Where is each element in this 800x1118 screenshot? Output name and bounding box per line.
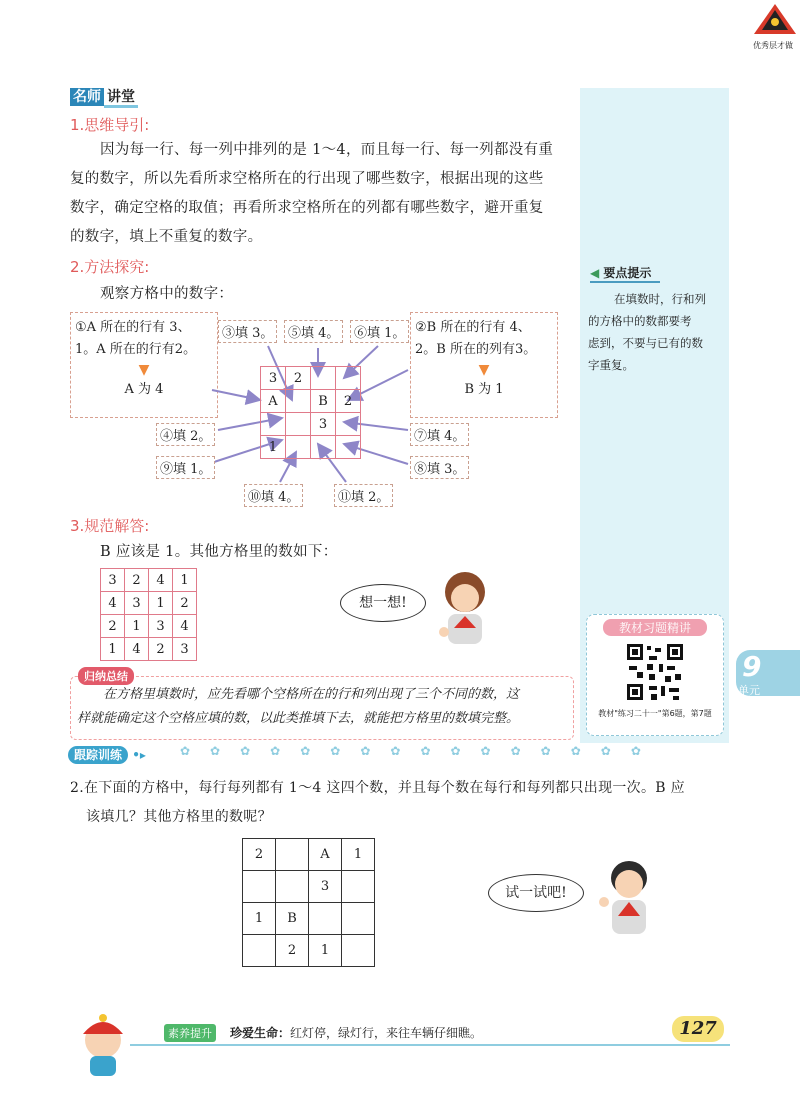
section2-title: 2.方法探究: xyxy=(70,258,150,276)
hint-box-a xyxy=(70,312,218,418)
tip-line: 字重复。 xyxy=(588,358,634,372)
box-line: 2。B 所在的列有3。 xyxy=(415,342,537,357)
practice-question xyxy=(70,774,740,832)
step-label: ⑨填 1。 xyxy=(156,456,215,479)
section3-title: 3.规范解答: xyxy=(70,517,150,535)
tip-line: 在填数时，行和列 xyxy=(614,292,706,306)
grid-cell: 1 xyxy=(342,839,375,871)
grid-cell: B xyxy=(311,390,336,413)
answer-grid xyxy=(100,568,197,661)
grid-cell xyxy=(286,436,311,459)
think-bubble: 想一想! xyxy=(340,584,426,622)
grid-cell: 1 xyxy=(101,638,125,661)
qr-code-icon[interactable] xyxy=(625,642,685,702)
grid-cell: 1 xyxy=(125,615,149,638)
grid-row xyxy=(261,390,361,413)
header-part1: 名师 xyxy=(70,88,104,106)
question-line: 该填几？其他方格里的数呢？ xyxy=(86,809,272,825)
section1-text xyxy=(70,136,570,252)
boy-illustration xyxy=(594,858,664,942)
grid-cell: A xyxy=(261,390,286,413)
girl-illustration xyxy=(430,570,500,650)
summary-title: 归纳总结 xyxy=(78,667,134,685)
grid-cell: 1 xyxy=(149,592,173,615)
grid-cell: 4 xyxy=(149,569,173,592)
step-label: ⑪填 2。 xyxy=(334,484,393,507)
grid-cell: 3 xyxy=(309,871,342,903)
grid-row xyxy=(101,569,197,592)
footer-badge: 素养提升 xyxy=(164,1024,216,1042)
mountain-logo-icon xyxy=(752,2,798,36)
step-label: ③填 3。 xyxy=(218,320,277,343)
grid-cell xyxy=(342,871,375,903)
tip-text xyxy=(588,288,728,376)
grid-cell: 2 xyxy=(101,615,125,638)
text-line: 数字，确定空格的取值；再看所求空格所在的列都有哪些数字，避开重复 xyxy=(70,200,544,216)
grid-cell: 2 xyxy=(149,638,173,661)
publisher-logo xyxy=(752,2,798,48)
grid-row xyxy=(261,367,361,390)
grid-cell xyxy=(243,935,276,967)
grid-cell xyxy=(336,367,361,390)
step-label: ⑥填 1。 xyxy=(350,320,409,343)
practice-grid xyxy=(242,838,375,967)
hint-box-b xyxy=(410,312,558,418)
grid-cell xyxy=(336,413,361,436)
practice-title xyxy=(68,746,146,763)
grid-row xyxy=(101,615,197,638)
grid-row xyxy=(243,935,375,967)
text-line: 因为每一行、每一列中排列的是 1～4，而且每一行、每一列都没有重 xyxy=(100,142,554,158)
grid-cell xyxy=(336,436,361,459)
section3-answer: B 应该是 1。其他方格里的数如下： xyxy=(100,544,338,560)
grid-row xyxy=(243,839,375,871)
summary-box xyxy=(70,676,574,740)
grid-cell xyxy=(243,871,276,903)
grid-cell: 1 xyxy=(261,436,286,459)
grid-cell xyxy=(309,903,342,935)
grid-cell: A xyxy=(309,839,342,871)
down-arrow-icon: ▼ xyxy=(138,362,150,378)
unit-number: 9 xyxy=(742,650,762,683)
section1-title: 1.思维导引: xyxy=(70,116,150,134)
tip-line: 的方格中的数都要考 xyxy=(588,314,692,328)
grid-row xyxy=(243,871,375,903)
grid-cell: 2 xyxy=(276,935,309,967)
logo-text: 优秀层才做 xyxy=(753,41,793,50)
grid-row xyxy=(101,638,197,661)
chevron-left-icon: ◀ xyxy=(590,266,600,280)
tip-title-text: 要点提示 xyxy=(603,266,652,280)
grid-row xyxy=(261,413,361,436)
text-line: 的数字，填上不重复的数字。 xyxy=(70,229,263,245)
try-bubble: 试一试吧! xyxy=(488,874,584,912)
grid-cell xyxy=(311,436,336,459)
tip-line: 虑到，不要与已有的数 xyxy=(588,336,703,350)
grid-cell: 3 xyxy=(101,569,125,592)
section2-intro: 观察方格中的数字： xyxy=(100,286,234,302)
page-number xyxy=(672,1016,724,1042)
grid-cell: 3 xyxy=(261,367,286,390)
grid-cell: 2 xyxy=(173,592,197,615)
grid-cell: 3 xyxy=(311,413,336,436)
header-part2: 讲堂 xyxy=(104,89,138,108)
down-arrow-icon: ▼ xyxy=(478,362,490,378)
grid-cell: 2 xyxy=(125,569,149,592)
grid-cell: 4 xyxy=(101,592,125,615)
grid-cell xyxy=(342,903,375,935)
grid-row xyxy=(243,903,375,935)
tip-title xyxy=(590,264,660,283)
grid-cell: 2 xyxy=(286,367,311,390)
example-grid xyxy=(260,366,361,459)
grid-cell xyxy=(276,839,309,871)
step-label: ⑧填 3。 xyxy=(410,456,469,479)
step-label: ⑤填 4。 xyxy=(284,320,343,343)
page-number-text: 127 xyxy=(679,1018,717,1039)
box-line: ②B 所在的行有 4、 xyxy=(415,320,531,335)
grid-cell: 1 xyxy=(173,569,197,592)
qr-caption: 教材"练习二十一"第6题，第7题 xyxy=(598,709,712,718)
box-result: A 为 4 xyxy=(124,382,164,397)
practice-title-text: 跟踪训练 xyxy=(68,746,128,764)
grid-row xyxy=(101,592,197,615)
mascot-icon xyxy=(68,1010,138,1080)
box-line: 1。A 所在的行有2。 xyxy=(75,342,197,357)
grid-cell: 3 xyxy=(173,638,197,661)
step-label: ⑦填 4。 xyxy=(410,423,469,446)
unit-label: 单元 xyxy=(738,684,760,697)
qr-title: 教材习题精讲 xyxy=(603,619,707,636)
grid-cell: 1 xyxy=(309,935,342,967)
question-line: 2.在下面的方格中，每行每列都有 1～4 这四个数，并且每个数在每行和每列都只出现一次。B 应 xyxy=(70,780,685,796)
box-result: B 为 1 xyxy=(464,382,504,397)
grid-cell: 2 xyxy=(336,390,361,413)
footer-line xyxy=(130,1044,730,1046)
grid-cell: 2 xyxy=(243,839,276,871)
paw-print-divider: ✿✿✿✿✿✿✿✿✿✿✿✿✿✿✿✿ xyxy=(180,744,661,758)
grid-cell: 4 xyxy=(173,615,197,638)
grid-cell: 1 xyxy=(243,903,276,935)
qr-card xyxy=(586,614,724,736)
grid-cell xyxy=(276,871,309,903)
grid-cell xyxy=(286,390,311,413)
section-header xyxy=(70,86,138,106)
motto-label: 珍爱生命： xyxy=(230,1026,291,1040)
grid-cell: 3 xyxy=(125,592,149,615)
step-label: ⑩填 4。 xyxy=(244,484,303,507)
box-line: ①A 所在的行有 3、 xyxy=(75,320,191,335)
grid-cell xyxy=(311,367,336,390)
motto-text: 红灯停，绿灯行，来往车辆仔细瞧。 xyxy=(290,1026,483,1040)
step-label: ④填 2。 xyxy=(156,423,215,446)
grid-cell: 4 xyxy=(125,638,149,661)
summary-line: 样就能确定这个空格应填的数，以此类推填下去，就能把方格里的数填完整。 xyxy=(77,711,520,726)
grid-cell: 3 xyxy=(149,615,173,638)
grid-cell xyxy=(261,413,286,436)
grid-cell xyxy=(286,413,311,436)
summary-line: 在方格里填数时，应先看哪个空格所在的行和列出现了三个不同的数，这 xyxy=(103,687,520,702)
grid-cell xyxy=(342,935,375,967)
arrow-right-icon: •▸ xyxy=(132,748,146,762)
footer-motto xyxy=(230,1024,482,1041)
text-line: 复的数字，所以先看所求空格所在的行出现了哪些数字，根据出现的这些 xyxy=(70,171,544,187)
grid-row xyxy=(261,436,361,459)
grid-cell: B xyxy=(276,903,309,935)
